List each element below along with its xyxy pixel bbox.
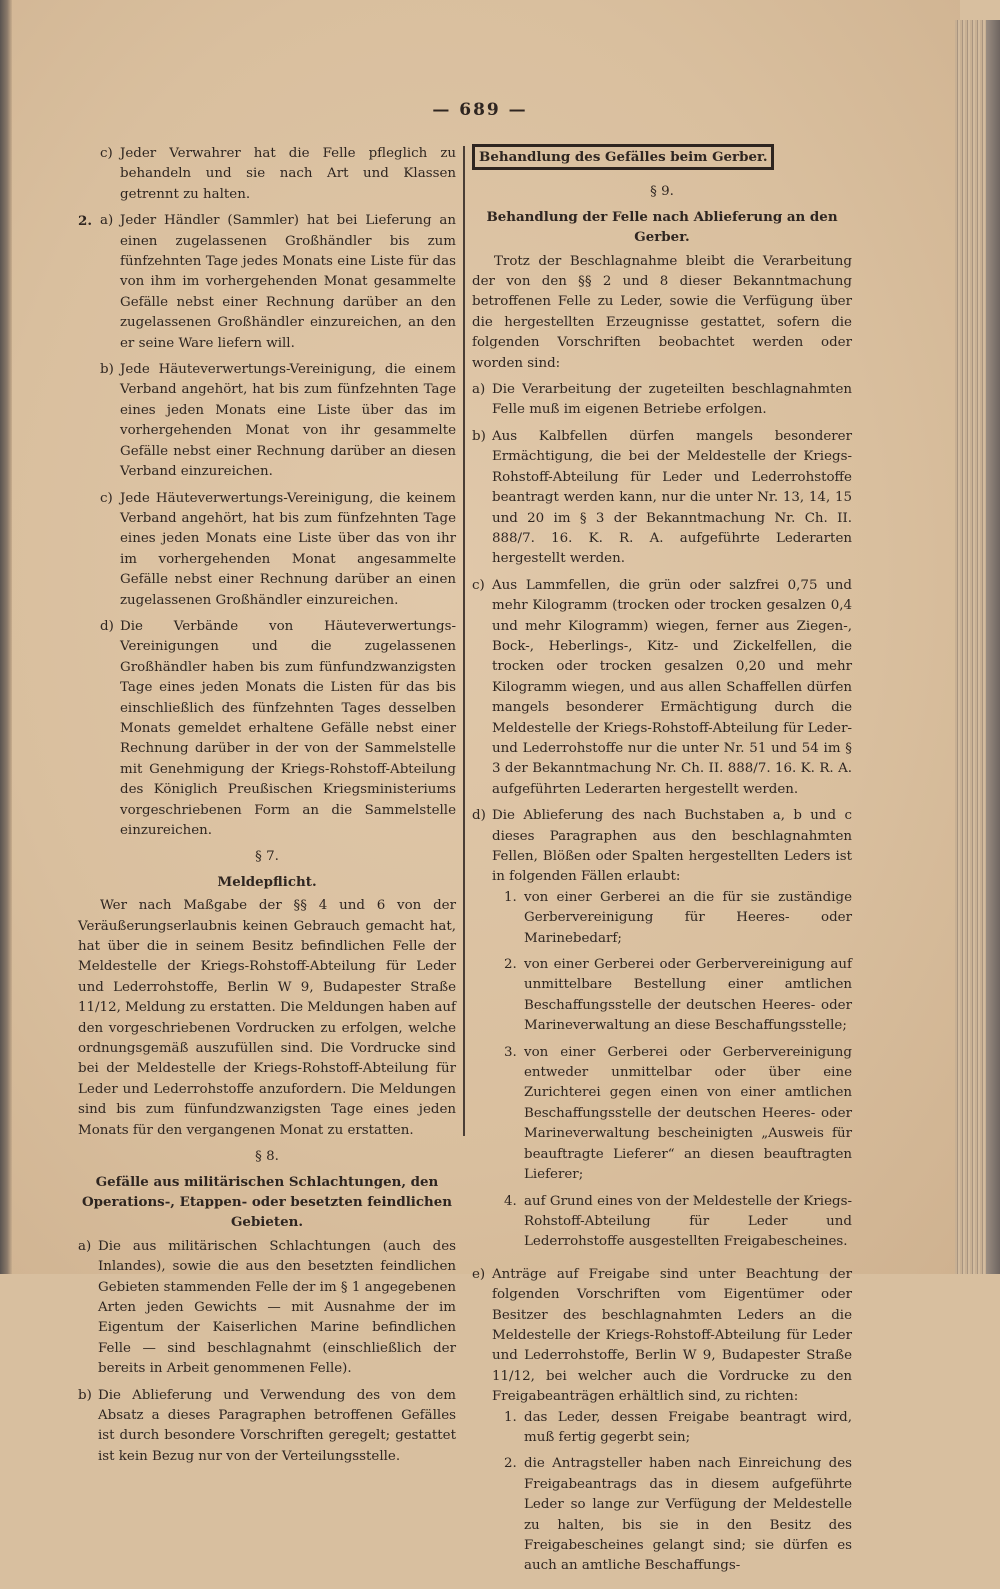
item-text: Jede Häuteverwertungs-Vereinigung, die keinem Verband angehört, hat bis zum fünfzehnten Tage eines jeden Monats eine Liste über das von ihr im vorhergehenden Monat angesammelte Gefälle nebst einer Rechnung darüber an einen zugelassenen Großhändler einzureichen. <box>120 490 456 608</box>
column-divider <box>463 146 465 1136</box>
list-item <box>78 360 456 482</box>
sub-label: 2. <box>504 1456 517 1472</box>
list-item <box>472 1265 852 1583</box>
sub-label: 4. <box>504 1193 517 1209</box>
section-8-number: § 8. <box>255 1149 279 1165</box>
sub-item <box>492 1454 852 1576</box>
item-text: Jeder Verwahrer hat die Felle pfleglich zu behandeln und sie nach Art und Klassen getrennt zu halten. <box>120 146 456 202</box>
item-text: Anträge auf Freigabe sind unter Beachtung der folgenden Vorschriften vom Eigentümer oder Besitzer des beschlagnahmten Leders an die Meldestelle der Kriegs-Rohstoff-Abteilung für Leder und Lederrohstoffe, Berlin W 9, Budapester Straße 11/12, bei welcher auch die Vordrucke zu den Freigabeanträgen erhältlich sind, zu richten: <box>492 1266 852 1405</box>
list-item <box>78 1237 456 1380</box>
item-label: a) <box>100 213 114 229</box>
item-label: d) <box>100 618 114 634</box>
item-label: c) <box>100 490 113 506</box>
sub-label: 1. <box>504 1409 517 1425</box>
sub-item <box>492 888 852 949</box>
item-label: c) <box>100 146 113 161</box>
section-7-title: Meldepflicht. <box>217 873 317 890</box>
item-text: Jeder Händler (Sammler) hat bei Lieferung an einen zugelassenen Großhändler bis zum fünfzehnten Tage jedes Monats eine Liste für das von ihm im vorhergehenden Monat gesammelte Gefälle nebst einer Rechnung darüber an den zugelassenen Großhändler einzureichen, an den er seine Ware liefern will. <box>120 213 456 351</box>
item-label: a) <box>78 1238 92 1254</box>
page-stack-edge <box>955 20 1000 1274</box>
sub-item <box>492 1408 852 1449</box>
boxed-heading: Behandlung des Gefälles beim Gerber. <box>472 144 774 170</box>
sub-label: 3. <box>504 1044 517 1060</box>
sub-label: 2. <box>504 957 517 973</box>
sub-text: das Leder, dessen Freigabe beantragt wird, muß fertig gegerbt sein; <box>524 1409 852 1445</box>
right-column <box>472 144 852 1589</box>
list-item <box>78 1386 456 1468</box>
sub-text: auf Grund eines von der Meldestelle der Kriegs-Rohstoff-Abteilung für Leder und Lederrohstoffe ausgestellten Freigabescheines. <box>524 1193 852 1250</box>
item-label: b) <box>78 1387 92 1403</box>
item-label: a) <box>472 382 486 398</box>
item-text: Aus Lammfellen, die grün oder salzfrei 0,75 und mehr Kilogramm (trocken oder trocken gesalzen 0,4 und mehr Kilogramm) wiegen, ferner aus Ziegen-, Bock-, Heberlings-, Kitz- und Zickelfellen, die trocken oder trocken gesalzen 0,20 und mehr Kilogramm wiegen, und aus allen Schaffellen dürfen mangels besonderer Ermächtigung durch die Meldestelle der Kriegs-Rohstoff-Abteilung für Leder- und Lederrohstoffe nur die unter Nr. 51 und 54 im § 3 der Bekanntmachung Nr. Ch. II. 888/7. 16. K. R. A. aufgeführten Lederarten hergestellt werden. <box>492 577 852 797</box>
list-item <box>472 806 852 1259</box>
item-text: Die Verarbeitung der zugeteilten beschlagnahmten Felle muß im eigenen Betriebe erfolgen. <box>492 382 852 418</box>
list-item <box>472 427 852 570</box>
sub-item <box>492 955 852 1037</box>
sub-item <box>492 1043 852 1186</box>
section-9-title: Behandlung der Felle nach Ablieferung an den Gerber. <box>486 208 838 246</box>
book-spine-shadow <box>0 0 12 1274</box>
sub-text: von einer Gerberei oder Gerbervereinigung auf unmittelbare Bestellung einer amtlichen Beschaffungsstelle der deutschen Heeres- oder Marineverwaltung an diese Beschaffungsstelle; <box>524 957 852 1034</box>
list-item <box>78 617 456 841</box>
sub-label: 1. <box>504 889 517 905</box>
item-label: b) <box>100 362 114 378</box>
section-9-intro: Trotz der Beschlagnahme bleibt die Verarbeitung der von den §§ 2 und 8 dieser Bekanntmachung betroffenen Felle zu Leder, sowie die Verfügung über die hergestellten Erzeugnisse gestattet, sofern die folgenden Vorschriften beobachtet werden oder worden sind: <box>472 253 852 371</box>
item-label: b) <box>472 428 486 444</box>
item-text: Die Ablieferung und Verwendung des von dem Absatz a dieses Paragraphen betroffenen Gefälles ist durch besondere Vorschriften geregelt; gestattet ist kein Bezug nur von der Verteilungsstelle. <box>98 1387 456 1464</box>
list-item <box>472 576 852 800</box>
section-9-number: § 9. <box>650 184 674 200</box>
item-text: Die aus militärischen Schlachtungen (auch des Inlandes), sowie die aus den besetzten feindlichen Gebieten stammenden Felle der im § 1 angegebenen Arten jeden Gewichts — mit Ausnahme der im Eigentum der Kaiserlichen Marine befindlichen Felle — sind beschlagnahmt (einschließlich der bereits in Arbeit genommenen Felle). <box>98 1238 456 1377</box>
sub-text: die Antragsteller haben nach Einreichung des Freigabeantrags das in diesem aufgeführte Leder so lange zur Verfügung der Meldestelle zu halten, bis sie in den Besitz des Freigabescheines gelangt sind; sie dürfen es auch an amtliche Beschaffungs- <box>524 1456 852 1574</box>
item-label: e) <box>472 1266 486 1282</box>
item-text: Die Verbände von Häuteverwertungs-Vereinigungen und die zugelassenen Großhändler haben bis zum fünfundzwanzigsten Tage eines jeden Monats die Listen für das bis einschließlich des fünfzehnten Tages desselben Monats gemeldet erhaltene Gefälle nebst einer Rechnung darüber in der von der Sammelstelle mit Genehmigung der Kriegs-Rohstoff-Abteilung des Königlich Preußischen Kriegsministeriums vorgeschriebenen Form an die Sammelstelle einzureichen. <box>120 618 456 838</box>
section-7-number: § 7. <box>255 849 279 865</box>
list-item <box>78 489 456 611</box>
sub-text: von einer Gerberei an die für sie zuständige Gerbervereinigung für Heeres- oder Marinebedarf; <box>524 889 852 946</box>
page-number: — 689 — <box>432 100 528 120</box>
sub-item <box>492 1192 852 1253</box>
item-label: c) <box>472 577 485 593</box>
list-item <box>472 380 852 421</box>
section-7-text: Wer nach Maßgabe der §§ 4 und 6 von der Veräußerungserlaubnis keinen Gebrauch gemacht hat, hat über die in seinem Besitz befindlichen Felle der Meldestelle der Kriegs-Rohstoff-Abteilung für Leder und Lederrohstoffe, Berlin W 9, Budapester Straße 11/12, Meldung zu erstatten. Die Meldungen haben auf den vorgeschriebenen Vordrucken zu erfolgen, welche ordnungsgemäß auszufüllen sind. Die Vordrucke sind bei der Meldestelle der Kriegs-Rohstoff-Abteilung für Leder und Lederrohstoffe anzufordern. Die Meldungen sind bis zum fünfundzwanzigsten Tage eines jeden Monats für den vergangenen Monat zu erstatten. <box>78 898 456 1138</box>
section-8-title: Gefälle aus militärischen Schlachtungen, den Operations-, Etappen- oder besetzten feindlichen Gebieten. <box>81 1173 453 1231</box>
section-number: 2. <box>78 213 92 230</box>
list-item <box>78 144 456 205</box>
item-text: Die Ablieferung des nach Buchstaben a, b und c dieses Paragraphen aus den beschlagnahmten Fellen, Blößen oder Spalten hergestellten Leders ist in folgenden Fällen erlaubt: <box>492 808 852 885</box>
item-label: d) <box>472 808 486 824</box>
list-item <box>78 211 456 354</box>
sub-text: von einer Gerberei oder Gerbervereinigung entweder unmittelbar oder über eine Zurichterei gegen einen von einer amtlichen Beschaffungsstelle der deutschen Heeres- oder Marineverwaltung bescheinigten „Ausweis für beauftragte Lieferer“ an diesen beauftragten Lieferer; <box>524 1044 852 1183</box>
item-text: Jede Häuteverwertungs-Vereinigung, die einem Verband angehört, hat bis zum fünfzehnten Tage eines jeden Monats eine Liste über das im vorhergehenden Monat von ihr gesammelte Gefälle nebst einer Rechnung darüber an diesen Verband einzureichen. <box>120 362 456 480</box>
section-2 <box>78 211 456 841</box>
item-text: Aus Kalbfellen dürfen mangels besonderer Ermächtigung, die bei der Meldestelle der Kriegs-Rohstoff-Abteilung für Leder und Lederrohstoffe beantragt werden kann, nur die unter Nr. 13, 14, 15 und 20 im § 3 der Bekanntmachung Nr. Ch. II. 888/7. 16. K. R. A. aufgeführte Lederarten hergestellt werden. <box>492 428 852 567</box>
